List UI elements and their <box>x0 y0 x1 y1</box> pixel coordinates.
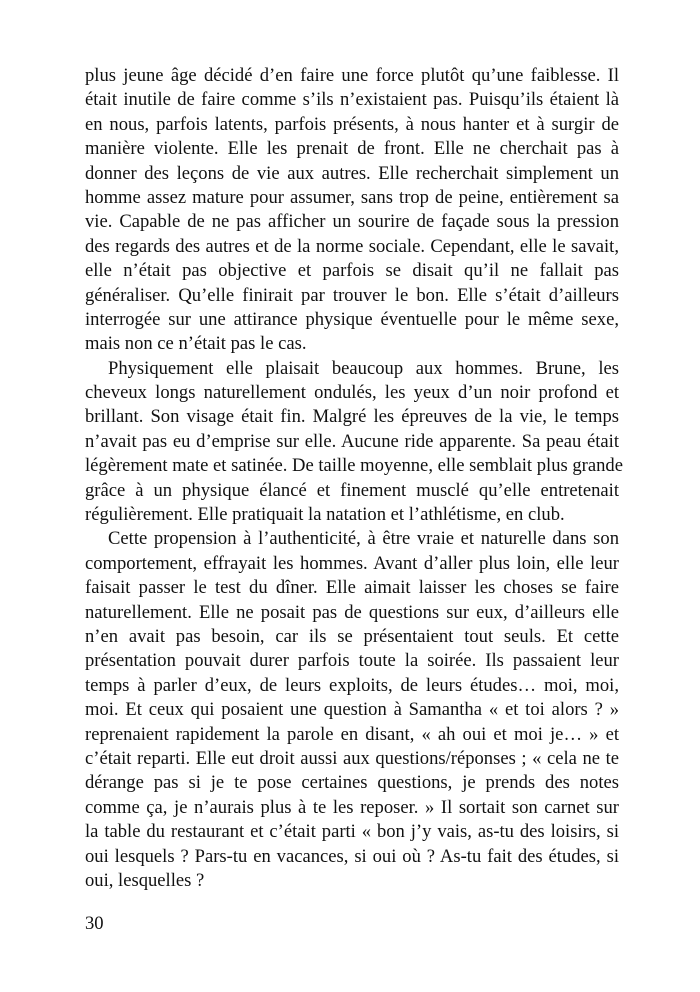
text-line: donner des leçons de vie aux autres. Elle recherchait simplement un <box>85 162 619 184</box>
text-line: grâce à un physique élancé et finement musclé qu’elle entretenait <box>85 479 619 501</box>
text-line: dérange pas si je te pose certaines questions, je prends des notes <box>85 772 619 794</box>
paragraph <box>85 64 619 357</box>
page-number: 30 <box>85 913 104 934</box>
text-line: était inutile de faire comme s’ils n’existaient pas. Puisqu’ils étaient là <box>85 89 619 111</box>
text-line: naturellement. Elle ne posait pas de questions sur eux, d’ailleurs elle <box>85 601 619 623</box>
text-line: temps à parler d’eux, de leurs exploits, de leurs études… moi, moi, <box>85 674 619 696</box>
paragraph <box>85 527 619 893</box>
text-line: Cette propension à l’authenticité, à être vraie et naturelle dans son <box>108 528 619 550</box>
text-line: cheveux longs naturellement ondulés, les yeux d’un noir profond et <box>85 382 619 404</box>
text-line: comportement, effrayait les hommes. Avant d’aller plus loin, elle leur <box>85 552 619 574</box>
text-line: faisait passer le test du dîner. Elle aimait laisser les choses se faire <box>85 577 619 599</box>
text-line: manière violente. Elle les prenait de front. Elle ne cherchait pas à <box>85 138 619 160</box>
text-line: Physiquement elle plaisait beaucoup aux hommes. Brune, les <box>108 357 619 379</box>
text-line: plus jeune âge décidé d’en faire une force plutôt qu’une faiblesse. Il <box>85 65 619 86</box>
text-line: homme assez mature pour assumer, sans trop de peine, entièrement sa <box>85 186 619 208</box>
text-line: en nous, parfois latents, parfois présents, à nous hanter et à surgir de <box>85 113 619 135</box>
text-line: moi. Et ceux qui posaient une question à Samantha « et toi alors ? » <box>85 699 619 721</box>
text-line: des regards des autres et de la norme sociale. Cependant, elle le savait, <box>85 235 619 257</box>
text-line: elle n’était pas objective et parfois se disait qu’il ne fallait pas <box>85 260 619 282</box>
text-line: généraliser. Qu’elle finirait par trouver le bon. Elle s’était d’ailleurs <box>85 284 619 306</box>
text-line: régulièrement. Elle pratiquait la natation et l’athlétisme, en club. <box>85 504 565 526</box>
text-line: interrogée sur une attirance physique éventuelle pour le même sexe, <box>85 308 619 330</box>
text-line: n’avait pas eu d’emprise sur elle. Aucune ride apparente. Sa peau était <box>85 430 619 452</box>
text-line: la table du restaurant et c’était parti « bon j’y vais, as-tu des loisirs, si <box>85 821 619 843</box>
text-line: légèrement mate et satinée. De taille moyenne, elle semblait plus grande <box>85 455 623 477</box>
text-line: mais non ce n’était pas le cas. <box>85 333 307 355</box>
text-line: c’était reparti. Elle eut droit aussi aux questions/réponses ; « cela ne te <box>85 747 619 769</box>
paragraph <box>85 357 623 528</box>
text-line: vie. Capable de ne pas afficher un sourire de façade sous la pression <box>85 211 619 233</box>
text-line: comme ça, je n’aurais plus à te les reposer. » Il sortait son carnet sur <box>85 796 619 818</box>
body-text <box>85 64 623 893</box>
text-line: oui lesquels ? Pars-tu en vacances, si oui où ? As-tu fait des études, si <box>85 845 619 867</box>
text-line: reprenaient rapidement la parole en disant, « ah oui et moi je… » et <box>85 723 619 745</box>
text-line: n’en avait pas besoin, car ils se présentaient tout seuls. Et cette <box>85 625 619 647</box>
text-line: oui, lesquelles ? <box>85 869 205 891</box>
text-line: brillant. Son visage était fin. Malgré les épreuves de la vie, le temps <box>85 406 619 428</box>
text-line: présentation pouvait durer parfois toute la soirée. Ils passaient leur <box>85 650 619 672</box>
